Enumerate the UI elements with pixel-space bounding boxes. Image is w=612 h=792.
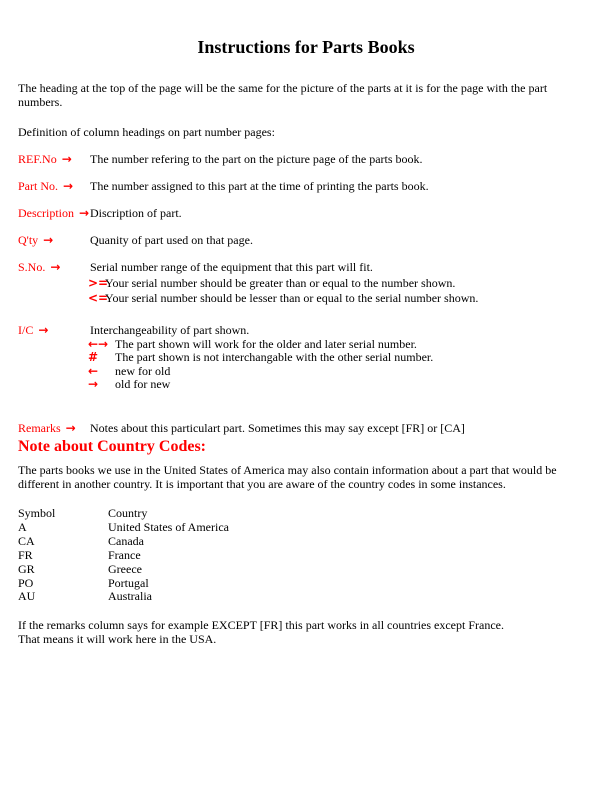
right-arrow-icon: → bbox=[88, 376, 99, 391]
definition-row-qty bbox=[18, 233, 594, 247]
definition-label-remarks bbox=[18, 421, 90, 435]
symbol-cell: GR bbox=[18, 561, 35, 576]
right-arrow-icon: → bbox=[38, 323, 49, 337]
ic-rules bbox=[88, 338, 594, 391]
sno-rule-greater-equal bbox=[88, 276, 594, 291]
definition-term-qty: Q'ty bbox=[18, 233, 39, 247]
left-arrow-icon: ← bbox=[88, 363, 99, 378]
ic-rule-both-directions bbox=[88, 338, 594, 351]
table-row-usa bbox=[18, 521, 594, 535]
intro-line-2: numbers. bbox=[18, 95, 63, 109]
country-codes-table bbox=[18, 507, 594, 604]
intro-line-1: The heading at the top of the page will be the same for the picture of the parts at it is for the page with the part bbox=[18, 81, 548, 95]
definition-desc-description: Discription of part. bbox=[90, 206, 182, 220]
table-row-greece bbox=[18, 563, 594, 577]
country-codes-paragraph-line-2: different in another country. It is important that you are aware of the country codes in some instances. bbox=[18, 477, 506, 491]
sno-rules bbox=[88, 276, 594, 306]
table-row-france bbox=[18, 549, 594, 563]
definition-row-ic bbox=[18, 323, 594, 337]
ic-rule-old-for-new-text: old for new bbox=[115, 376, 171, 391]
ic-rule-old-for-new bbox=[88, 378, 594, 391]
definitions-intro: Definition of column headings on part number pages: bbox=[18, 125, 275, 139]
symbol-cell: A bbox=[18, 519, 27, 534]
right-arrow-icon: → bbox=[65, 421, 76, 435]
page-title: Instructions for Parts Books bbox=[197, 37, 415, 57]
definition-desc-remarks: Notes about this particulart part. Sometimes this may say except [FR] or [CA] bbox=[90, 421, 465, 435]
symbol-cell: FR bbox=[18, 547, 33, 562]
symbol-header-cell: Symbol bbox=[18, 506, 56, 520]
ic-rule-new-for-old bbox=[88, 365, 594, 378]
right-arrow-icon: → bbox=[61, 152, 72, 166]
definition-row-refno bbox=[18, 152, 594, 166]
country-cell: Australia bbox=[108, 589, 152, 604]
country-header-cell: Country bbox=[108, 506, 148, 520]
country-codes-paragraph bbox=[18, 463, 594, 491]
country-cell: Canada bbox=[108, 533, 144, 548]
definition-label-sno bbox=[18, 260, 90, 274]
greater-equal-icon: >= bbox=[88, 276, 109, 290]
definition-desc-sno: Serial number range of the equipment that this part will fit. bbox=[90, 260, 373, 274]
definition-label-description bbox=[18, 206, 90, 220]
remarks-example-line-1: If the remarks column says for example EXCEPT [FR] this part works in all countries except France. bbox=[18, 618, 504, 633]
sno-rule-less-equal bbox=[88, 291, 594, 306]
hash-icon: # bbox=[88, 350, 99, 365]
definition-term-description: Description bbox=[18, 206, 74, 220]
symbol-cell: PO bbox=[18, 575, 34, 590]
ic-rule-not-interchangable-text: The part shown is not interchangable with the other serial number. bbox=[115, 350, 434, 365]
table-row-canada bbox=[18, 535, 594, 549]
definition-label-refno bbox=[18, 152, 90, 166]
sno-rule-less-equal-text: Your serial number should be lesser than or equal to the serial number shown. bbox=[105, 291, 479, 305]
table-row-portugal bbox=[18, 577, 594, 591]
definition-term-partno: Part No. bbox=[18, 179, 58, 193]
definition-desc-partno: The number assigned to this part at the time of printing the parts book. bbox=[90, 179, 429, 193]
less-equal-icon: <= bbox=[88, 291, 109, 305]
ic-rule-both-directions-text: The part shown will work for the older and later serial number. bbox=[115, 337, 417, 351]
definition-desc-ic: Interchangeability of part shown. bbox=[90, 323, 250, 337]
definition-row-description bbox=[18, 206, 594, 220]
country-codes-table-header bbox=[18, 507, 594, 521]
symbol-cell: CA bbox=[18, 533, 35, 548]
definition-term-ic: I/C bbox=[18, 323, 34, 337]
country-cell: Greece bbox=[108, 561, 142, 576]
right-arrow-icon: → bbox=[43, 233, 54, 247]
definition-desc-refno: The number refering to the part on the picture page of the parts book. bbox=[90, 152, 423, 166]
remarks-example-paragraph bbox=[18, 618, 594, 646]
intro-paragraph bbox=[18, 81, 594, 109]
definition-row-remarks bbox=[18, 421, 594, 435]
ic-rule-new-for-old-text: new for old bbox=[115, 363, 171, 378]
country-cell: France bbox=[108, 547, 141, 562]
definition-label-partno bbox=[18, 179, 90, 193]
sno-rule-greater-equal-text: Your serial number should be greater than or equal to the number shown. bbox=[105, 276, 456, 290]
remarks-example-line-2: That means it will work here in the USA. bbox=[18, 632, 217, 647]
definition-term-remarks: Remarks bbox=[18, 421, 61, 435]
symbol-cell: AU bbox=[18, 589, 36, 604]
country-cell: United States of America bbox=[108, 519, 229, 534]
definition-row-sno bbox=[18, 260, 594, 274]
definition-row-partno bbox=[18, 179, 594, 193]
country-codes-paragraph-line-1: The parts books we use in the United States of America may also contain information about a part that would be bbox=[18, 463, 557, 477]
definition-term-refno: REF.No bbox=[18, 152, 57, 166]
right-arrow-icon: → bbox=[63, 179, 74, 193]
left-right-arrow-icon: ←→ bbox=[88, 337, 109, 351]
country-cell: Portugal bbox=[108, 575, 149, 590]
right-arrow-icon: → bbox=[79, 206, 90, 220]
ic-rule-not-interchangable bbox=[88, 351, 594, 364]
definition-label-ic bbox=[18, 323, 90, 337]
definition-desc-qty: Quanity of part used on that page. bbox=[90, 233, 253, 247]
table-row-australia bbox=[18, 590, 594, 604]
right-arrow-icon: → bbox=[50, 260, 61, 274]
definition-label-qty bbox=[18, 233, 90, 247]
country-codes-heading: Note about Country Codes: bbox=[18, 438, 206, 455]
definition-term-sno: S.No. bbox=[18, 260, 46, 274]
